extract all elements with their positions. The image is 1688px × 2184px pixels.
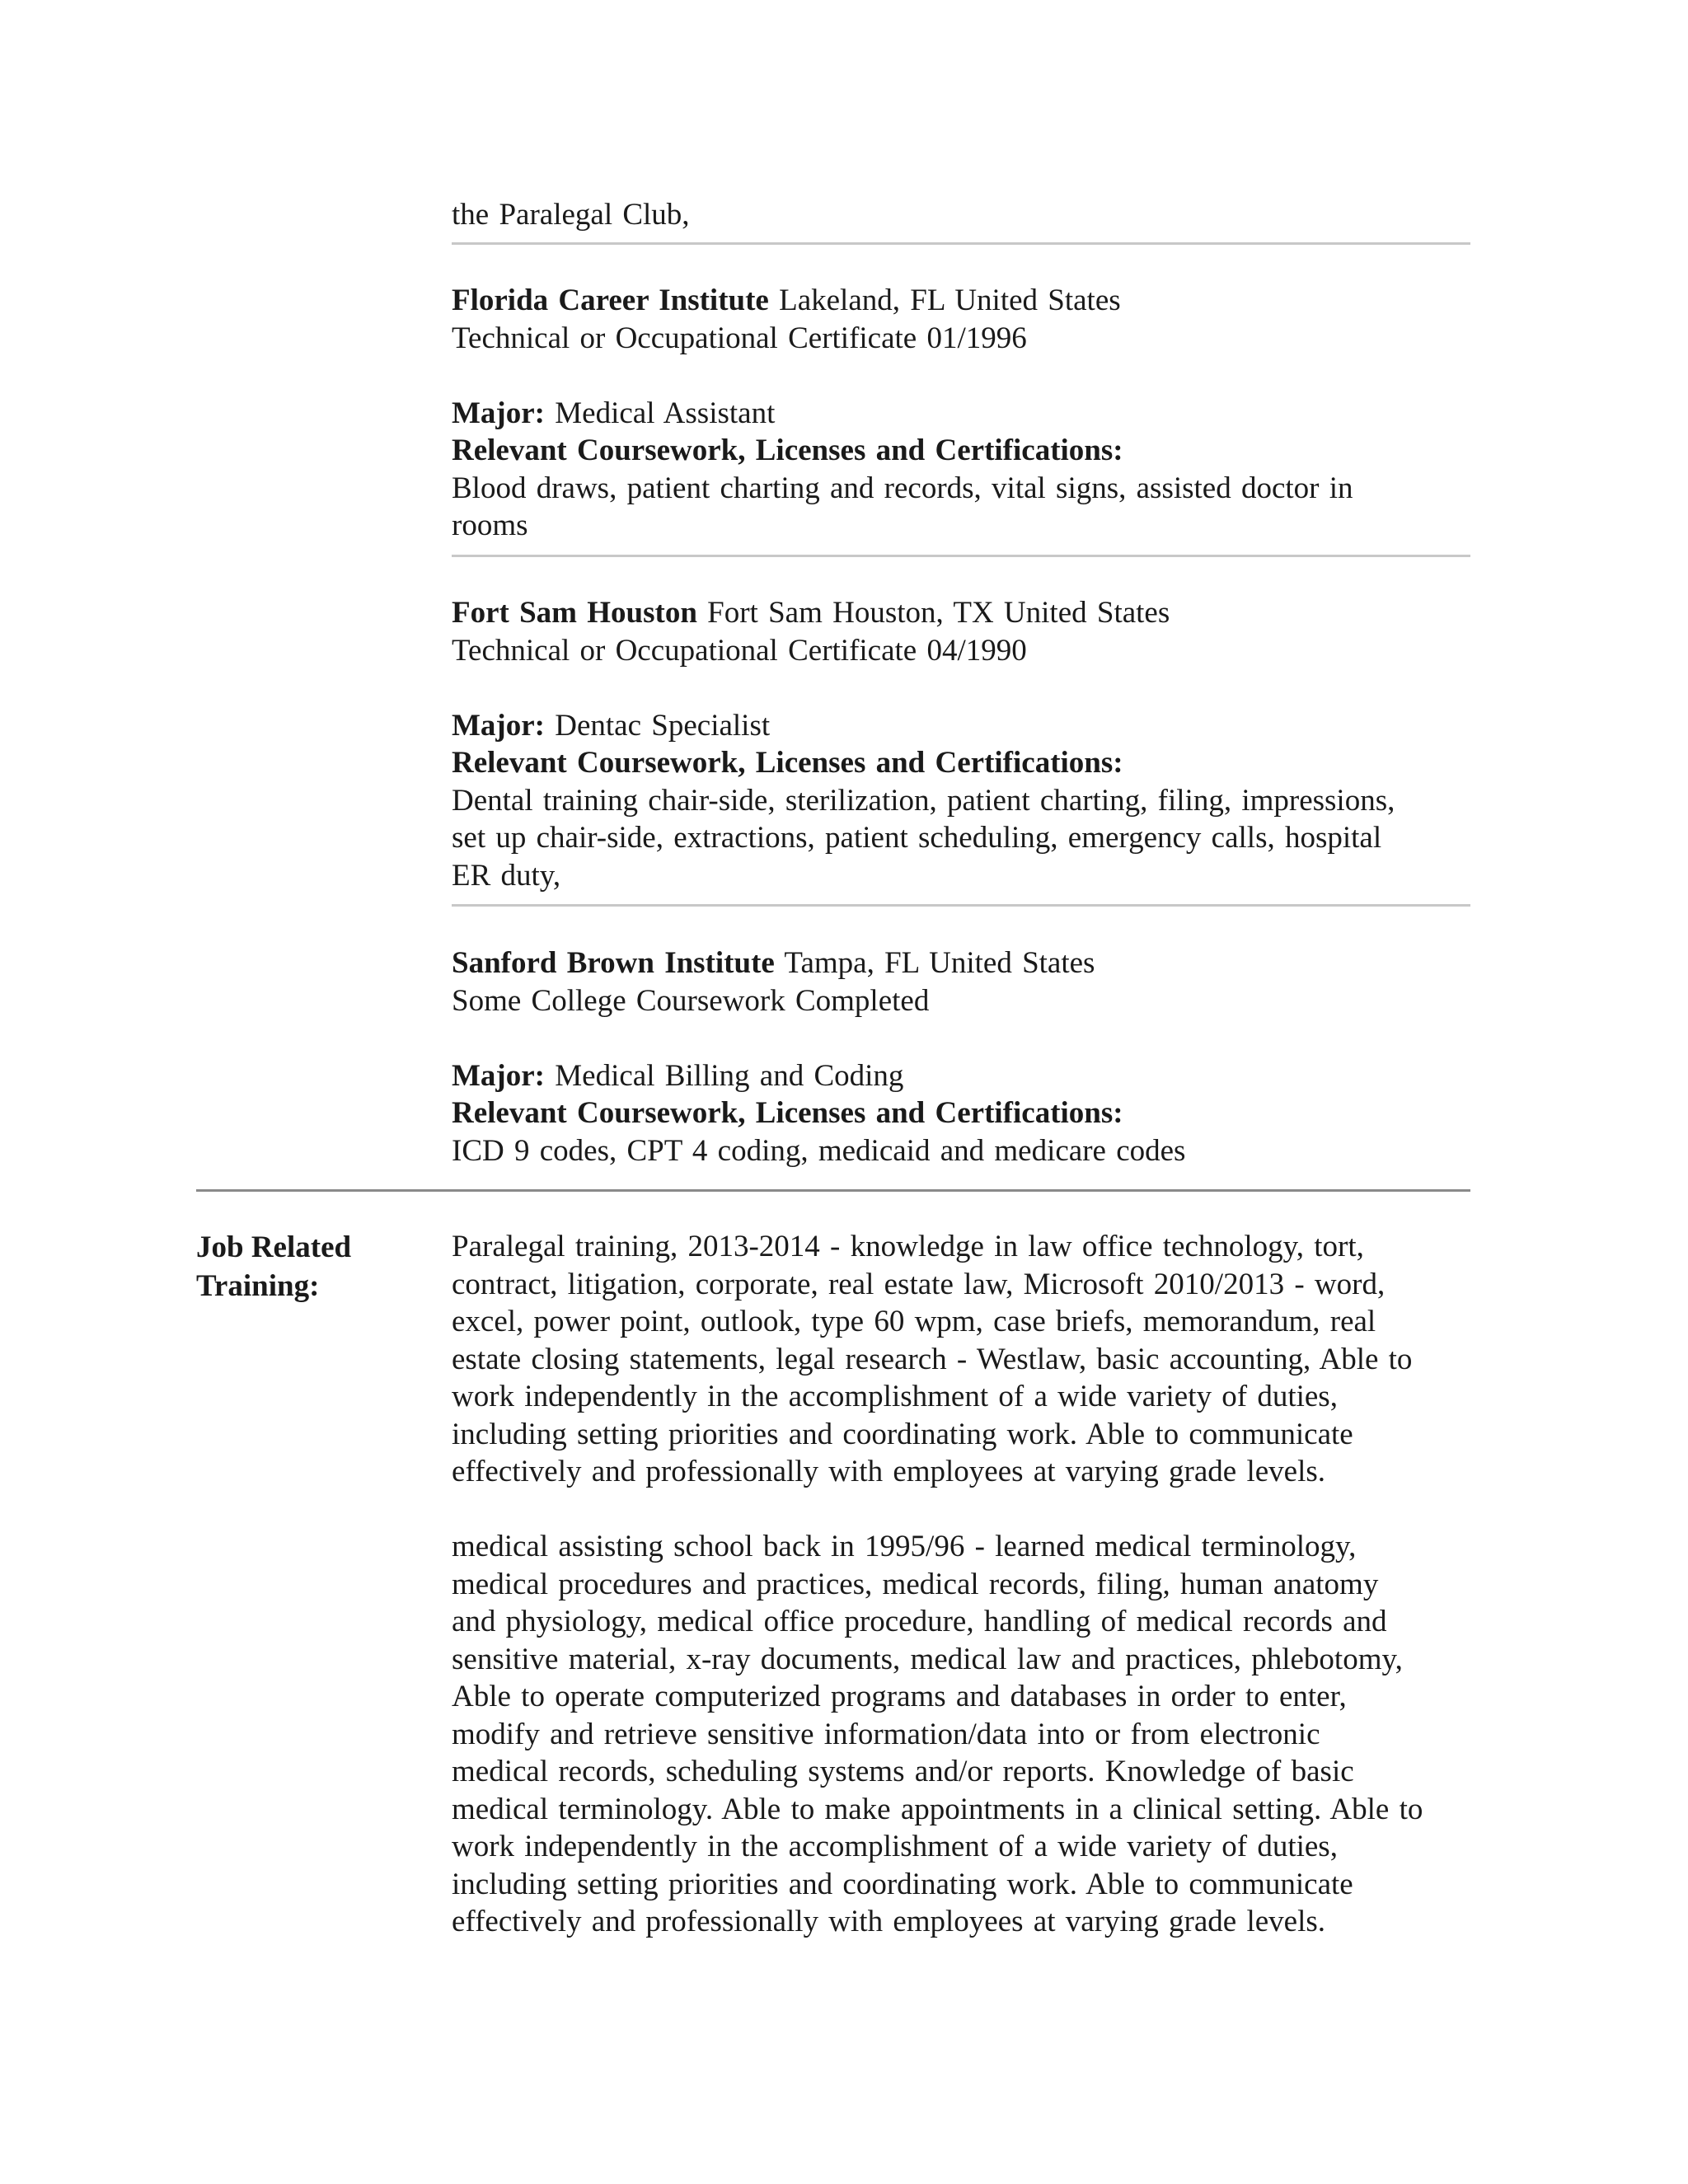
degree-line: Technical or Occupational Certificate 01/1996 — [452, 321, 1027, 355]
school-location: Tampa, FL United States — [784, 946, 1095, 980]
major-value: Medical Assistant — [555, 396, 776, 430]
paragraph-line: medical terminology. Able to make appointments in a clinical setting. Able to — [452, 1792, 1423, 1826]
school-name: Fort Sam Houston — [452, 596, 697, 630]
coursework-label: Relevant Coursework, Licenses and Certifications: — [452, 434, 1123, 467]
coursework-line: set up chair-side, extractions, patient scheduling, emergency calls, hospital — [452, 821, 1382, 855]
education-divider — [452, 242, 1470, 245]
paragraph-line: and physiology, medical office procedure, handling of medical records and — [452, 1605, 1387, 1638]
school-line — [452, 944, 1470, 982]
major-line — [452, 395, 1470, 433]
education-entry-fort-sam-houston — [452, 594, 1470, 894]
job-related-training-label — [196, 1228, 427, 1305]
paragraph-line: medical procedures and practices, medical records, filing, human anatomy — [452, 1567, 1379, 1601]
coursework-line: ICD 9 codes, CPT 4 coding, medicaid and medicare codes — [452, 1133, 1186, 1168]
training-paragraph-medical — [452, 1528, 1470, 1941]
education-divider — [452, 904, 1470, 907]
coursework-line: ER duty, — [452, 858, 561, 893]
paragraph-line: effectively and professionally with employees at varying grade levels. — [452, 1455, 1325, 1488]
major-value: Dentac Specialist — [555, 708, 771, 743]
coursework-line: Blood draws, patient charting and records, vital signs, assisted doctor in — [452, 471, 1353, 505]
paragraph-line: sensitive material, x-ray documents, medical law and practices, phlebotomy, — [452, 1642, 1403, 1676]
section-label-line: Training: — [196, 1269, 320, 1303]
paragraph-line: medical records, scheduling systems and/or reports. Knowledge of basic — [452, 1755, 1354, 1788]
spacer — [452, 669, 1470, 707]
education-divider — [452, 555, 1470, 557]
paragraph-line: work independently in the accomplishment of a wide variety of duties, — [452, 1380, 1338, 1413]
school-location: Fort Sam Houston, TX United States — [707, 596, 1170, 630]
paragraph-line: modify and retrieve sensitive information/data into or from electronic — [452, 1717, 1320, 1751]
training-paragraph-paralegal — [452, 1228, 1470, 1491]
paralegal-club-text: the Paralegal Club, — [452, 198, 690, 232]
major-label: Major: — [452, 396, 545, 430]
education-continued-text — [452, 196, 1470, 234]
major-line — [452, 1057, 1470, 1095]
education-entry-sanford-brown-institute — [452, 944, 1470, 1169]
paragraph-line: excel, power point, outlook, type 60 wpm, case briefs, memorandum, real — [452, 1305, 1376, 1338]
section-label-line: Job Related — [196, 1230, 352, 1264]
coursework-label: Relevant Coursework, Licenses and Certifications: — [452, 746, 1123, 780]
spacer — [452, 357, 1470, 395]
school-location: Lakeland, FL United States — [779, 284, 1121, 317]
coursework-label: Relevant Coursework, Licenses and Certifications: — [452, 1096, 1123, 1130]
paragraph-line: medical assisting school back in 1995/96 - learned medical terminology, — [452, 1530, 1357, 1563]
major-label: Major: — [452, 1058, 545, 1093]
major-label: Major: — [452, 708, 545, 743]
coursework-line: rooms — [452, 509, 528, 542]
school-line — [452, 282, 1470, 320]
paragraph-line: estate closing statements, legal research - Westlaw, basic accounting, Able to — [452, 1342, 1413, 1376]
paragraph-line: Able to operate computerized programs and databases in order to enter, — [452, 1680, 1347, 1713]
school-name: Sanford Brown Institute — [452, 946, 775, 980]
paragraph-line: Paralegal training, 2013-2014 - knowledge in law office technology, tort, — [452, 1230, 1364, 1263]
education-entry-florida-career-institute — [452, 282, 1470, 545]
degree-line: Technical or Occupational Certificate 04/1990 — [452, 633, 1027, 668]
paragraph-line: including setting priorities and coordinating work. Able to communicate — [452, 1417, 1353, 1451]
major-value: Medical Billing and Coding — [555, 1058, 904, 1093]
coursework-line: Dental training chair-side, sterilization, patient charting, filing, impressions, — [452, 783, 1395, 818]
section-divider — [196, 1189, 1470, 1192]
spacer — [452, 1491, 1470, 1529]
job-related-training-body — [452, 1228, 1470, 1941]
major-line — [452, 707, 1470, 745]
paragraph-line: effectively and professionally with employees at varying grade levels. — [452, 1905, 1325, 1938]
school-line — [452, 594, 1470, 632]
degree-line: Some College Coursework Completed — [452, 983, 930, 1018]
paragraph-line: including setting priorities and coordinating work. Able to communicate — [452, 1867, 1353, 1901]
paragraph-line: work independently in the accomplishment of a wide variety of duties, — [452, 1830, 1338, 1863]
spacer — [452, 1019, 1470, 1057]
paragraph-line: contract, litigation, corporate, real estate law, Microsoft 2010/2013 - word, — [452, 1267, 1386, 1301]
school-name: Florida Career Institute — [452, 284, 769, 317]
